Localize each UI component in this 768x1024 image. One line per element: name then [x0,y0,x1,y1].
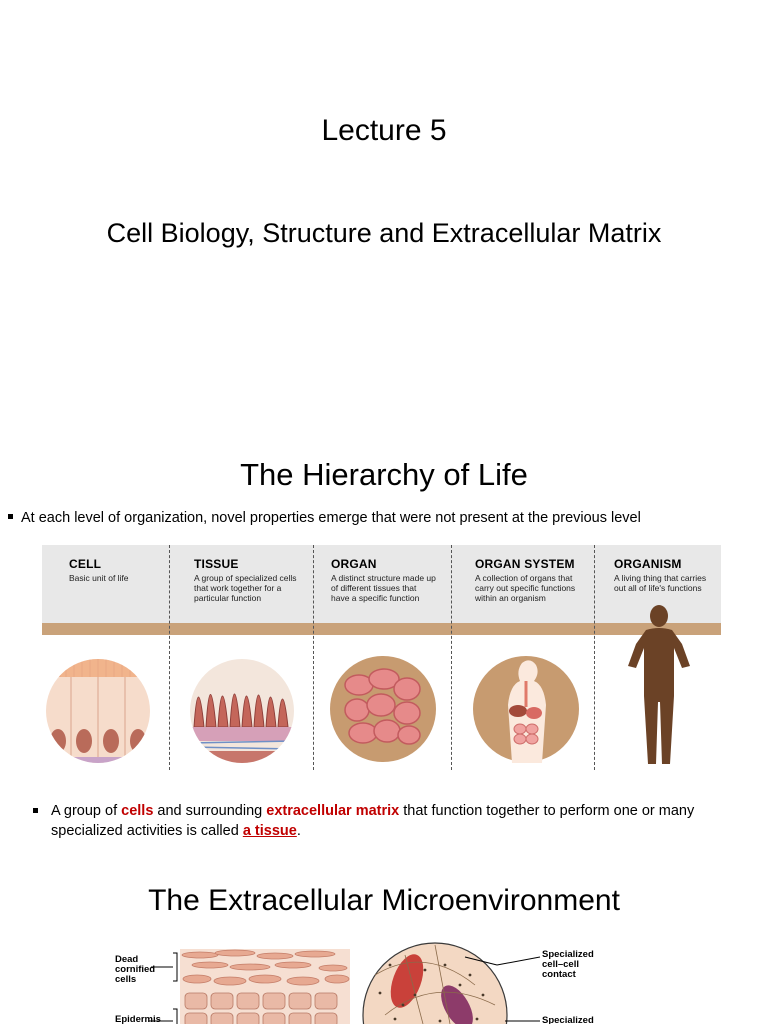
label-dead-cornified-cells: Dead cornified cells [115,954,156,985]
column-divider [313,545,314,770]
level-description: A collection of organs that carry out specific functions within an organism [475,573,576,603]
bullet-text: At each level of organization, novel properties emerge that were not present at the previous level [21,510,641,526]
level-title: ORGANISM [614,557,682,571]
bullet-tissue-definition [33,801,733,841]
level-description: A group of specialized cells that work together for a particular function [194,573,297,603]
hierarchy-heading: The Hierarchy of Life [240,457,528,492]
bullet-square-icon [33,808,38,813]
microenvironment-figure [105,935,680,1024]
column-divider [594,545,595,770]
label-specialized: Specialized [542,1015,594,1024]
label-epidermis: Epidermis [115,1014,161,1024]
lecture-title: Lecture 5 [321,114,447,147]
hierarchy-figure [42,545,721,770]
bullet-text [51,801,733,841]
course-subtitle: Cell Biology, Structure and Extracellular Matrix [106,218,662,248]
highlight-cells: cells [121,803,154,819]
level-title: CELL [69,557,102,571]
bullet-square-icon [8,514,13,519]
tissue-illustration-icon [188,657,296,765]
text-segment: that function together to perform one or many specialized activities is called [51,803,695,839]
label-specialized-cell-contact: Specialized cell–cell contact [542,949,594,980]
level-title: TISSUE [194,557,239,571]
level-title: ORGAN [331,557,377,571]
microenvironment-heading: The Extracellular Microenvironment [148,884,620,917]
level-title: ORGAN SYSTEM [475,557,575,571]
digestive-system-illustration-icon [472,655,580,763]
level-description: A distinct structure made up of different tissues that have a specific function [331,573,436,603]
highlight-extracellular-matrix: extracellular matrix [266,803,400,819]
text-segment: . [296,823,301,839]
text-segment: and surrounding [153,803,267,819]
cells-illustration-icon [44,657,152,765]
level-description: Basic unit of life [69,573,129,583]
intestine-illustration-icon [329,655,437,763]
text-segment: A group of [51,803,122,819]
bullet-emergent-properties [8,510,641,526]
level-description: A living thing that carries out all of life's functions [614,573,707,593]
column-divider [451,545,452,770]
human-silhouette-icon [624,604,694,768]
highlight-a-tissue: a tissue [242,823,297,839]
